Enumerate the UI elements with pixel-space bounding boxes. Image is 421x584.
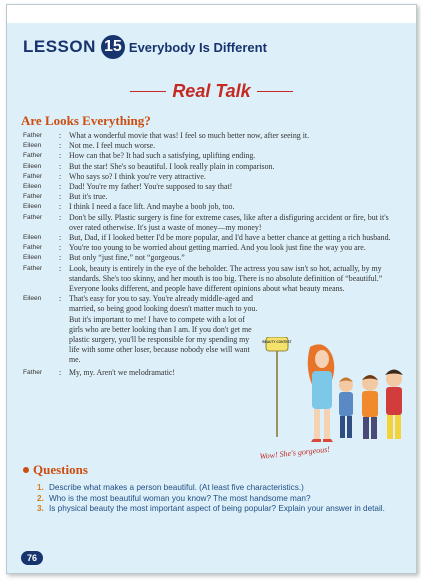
lesson-header [23, 35, 267, 59]
dialogue-text: How can that be? It had such a satisfying, uplifting ending. [69, 151, 256, 161]
dialogue-line [23, 172, 393, 182]
speaker: Father [23, 264, 43, 272]
dialogue-line [23, 182, 393, 192]
speaker: Father [23, 368, 43, 376]
dialogue-text: I think I need a face lift. And maybe a boob job, too. [69, 202, 235, 212]
speaker: Eileen [23, 254, 42, 262]
banner-title: Real Talk [172, 81, 251, 101]
question-number: 3. [37, 504, 44, 513]
dialogue-text: But it's true. [69, 192, 108, 202]
question-text: Who is the most beautiful woman you know? The most handsome man? [49, 493, 311, 503]
dialogue-text: But, Dad, if I looked better I'd be more popular, and I'd have a better chance at getting a rich husband. [69, 233, 391, 243]
separator: : [59, 161, 62, 171]
questions-title: Questions [33, 462, 88, 477]
separator: : [59, 263, 62, 273]
separator: : [59, 151, 62, 161]
separator: : [59, 367, 62, 377]
dialogue-text: My, my. Aren't we melodramatic! [69, 367, 176, 377]
questions-header [23, 462, 88, 478]
separator: : [59, 294, 62, 304]
banner-rule-right [257, 91, 293, 93]
speaker: Father [23, 213, 43, 221]
questions-list [37, 483, 401, 515]
dialogue-text: What a wonderful movie that was! I feel so much better now, after seeing it. [69, 131, 310, 140]
dialogue-text: Who says so? I think you're very attractive. [69, 171, 206, 181]
beauty-contest-illustration [252, 337, 412, 467]
dialogue-line [23, 253, 393, 263]
speaker: Father [23, 132, 43, 139]
dialogue-line [23, 202, 393, 212]
speaker: Eileen [23, 295, 42, 303]
separator: : [59, 141, 62, 151]
separator: : [59, 182, 62, 192]
dialogue-line [23, 264, 393, 295]
separator: : [59, 212, 62, 222]
separator: : [59, 131, 62, 140]
textbook-page [6, 4, 417, 574]
dialogue-line [23, 162, 393, 172]
speaker: Father [23, 172, 43, 180]
question-item [37, 504, 401, 515]
dialogue-line [23, 141, 393, 151]
separator: : [59, 233, 62, 243]
speaker: Eileen [23, 162, 42, 170]
dialogue-text: You're too young to be worried about getting married. And you look just fine the way you are. [69, 243, 366, 253]
separator: : [59, 192, 62, 202]
dialogue-text: Look, beauty is entirely in the eye of the beholder. The actress you saw isn't so hot, actually, by my standards. She's too skinny, and her mouth is too big. There is no absolute definition of “beautiful.” Everyone looks different, and people have different opinions about what beauty means. [69, 263, 383, 294]
separator: : [59, 243, 62, 253]
separator: : [59, 202, 62, 212]
lesson-title: Everybody Is Different [128, 39, 267, 55]
speaker: Eileen [23, 234, 42, 242]
dialogue-text: But the star! She's so beautiful. I look really plain in comparison. [69, 161, 275, 171]
dialogue-text: Not me. I feel much worse. [69, 141, 156, 151]
sign-text: BEAUTY CONTEST [262, 340, 292, 344]
dialogue-text: Dad! You're my father! You're supposed to say that! [69, 182, 233, 192]
top-margin [7, 5, 416, 23]
dialogue-line [23, 243, 393, 253]
speaker: Father [23, 193, 43, 201]
dialogue-text: But only “just fine,” not “gorgeous.” [69, 253, 185, 263]
question-item [37, 494, 401, 505]
dialogue-text: That's easy for you to say. You're already middle-aged and married, so being good looking doesn't matter much to you. But it's important to me! I have to compete with a lot of girls who are better looking than I am. If you don't get me plastic surgery, you'll be responsible for my spending my life with some other loser, because nobody else will want me. [69, 294, 258, 365]
lesson-number-badge: 15 [101, 35, 125, 59]
real-talk-banner [7, 81, 416, 102]
dialogue-text: Don't be silly. Plastic surgery is fine for extreme cases, like after a disfiguring accident or fire, but it's over rated otherwise. It's just a waste of money—my money! [69, 212, 389, 232]
page-number: 76 [21, 551, 43, 565]
bullet-icon [23, 467, 29, 473]
lesson-label: LESSON [23, 37, 96, 56]
dialogue-line [23, 213, 393, 233]
speaker: Father [23, 244, 43, 252]
question-text: Describe what makes a person beautiful. (At least five characteristics.) [49, 483, 304, 492]
separator: : [59, 171, 62, 181]
dialogue-line [23, 131, 393, 141]
dialogue-line [23, 192, 393, 202]
illustration-caption: Wow! She's gorgeous! [259, 444, 331, 461]
dialogue-line [23, 233, 393, 243]
speaker: Eileen [23, 142, 42, 150]
question-number: 1. [37, 483, 44, 492]
dialogue-line [23, 151, 393, 161]
separator: : [59, 253, 62, 263]
speaker: Eileen [23, 203, 42, 211]
section-title: Are Looks Everything? [21, 113, 151, 128]
speaker: Father [23, 152, 43, 160]
speaker: Eileen [23, 183, 42, 191]
banner-rule-left [130, 91, 166, 93]
question-item [37, 483, 401, 494]
question-number: 2. [37, 493, 44, 503]
question-text: Is physical beauty the most important aspect of being popular? Explain your answer in detail. [49, 504, 385, 513]
